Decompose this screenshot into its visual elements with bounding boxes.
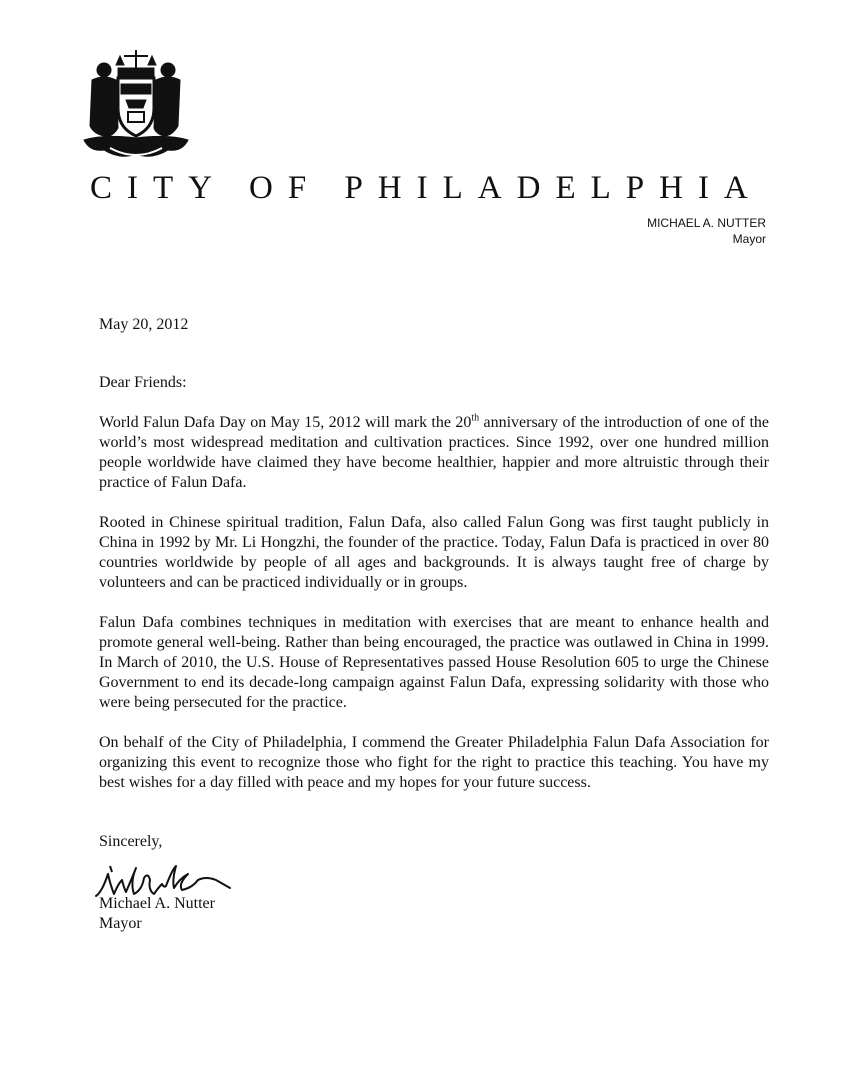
letter-body [99, 413, 769, 813]
city-name-heading: CITY OF PHILADELPHIA [90, 170, 763, 206]
paragraph-1-end: anniversary of the introduction of one of the world’s most widespread meditation and cultivation practices. Since 1992, over one hundred million people worldwide have claimed they have become healthier, happier and more altruistic through their practice of Falun Dafa. [99, 414, 769, 491]
ordinal-suffix: th [471, 412, 480, 424]
mayor-title: Mayor [732, 232, 766, 246]
city-seal-icon [74, 44, 198, 168]
closing: Sincerely, [99, 833, 163, 850]
letter-date: May 20, 2012 [99, 316, 189, 333]
signer-name: Michael A. Nutter [99, 895, 215, 912]
mayor-name: MICHAEL A. NUTTER [647, 216, 766, 230]
paragraph-3: Falun Dafa combines techniques in meditation with exercises that are meant to enhance health and promote general well-being. Rather than being encouraged, the practice was outlawed in China in 1999. In March of 2010, the U.S. House of Representatives passed House Resolution 605 to urge the Chinese Government to end its decade-long campaign against Falun Dafa, expressing solidarity with those who were being persecuted for the practice. [99, 614, 769, 711]
signer-block [99, 894, 215, 934]
mayor-block [647, 215, 766, 247]
paragraph-1 [99, 413, 769, 493]
paragraph-2: Rooted in Chinese spiritual tradition, Falun Dafa, also called Falun Gong was first taught publicly in China in 1992 by Mr. Li Hongzhi, the founder of the practice. Today, Falun Dafa is practiced in over 80 countries worldwide by people of all ages and backgrounds. It is always taught free of charge by volunteers and can be practiced individually or in groups. [99, 514, 769, 591]
signer-title: Mayor [99, 915, 142, 932]
paragraph-4: On behalf of the City of Philadelphia, I commend the Greater Philadelphia Falun Dafa Association for organizing this event to recognize those who fight for the right to practice this teaching. You have my best wishes for a day filled with peace and my hopes for your future success. [99, 734, 769, 791]
paragraph-1-start: World Falun Dafa Day on May 15, 2012 will mark the 20 [99, 414, 472, 431]
salutation: Dear Friends: [99, 374, 187, 391]
